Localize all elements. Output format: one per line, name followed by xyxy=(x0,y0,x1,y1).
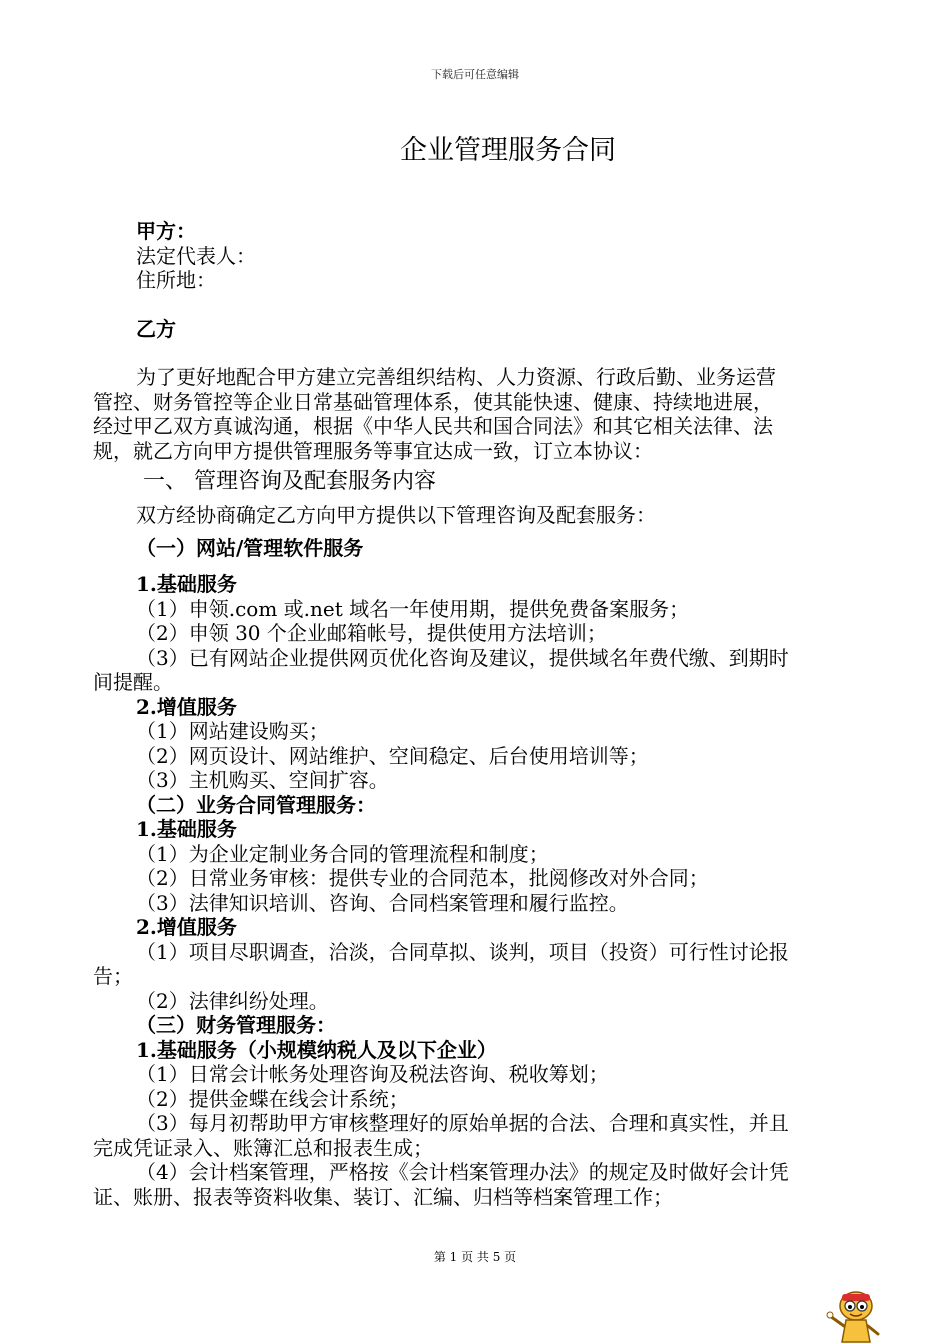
list-item: （1）网站建设购买； xyxy=(136,719,329,743)
list-item: （2）网页设计、网站维护、空间稳定、后台使用培训等； xyxy=(136,743,649,768)
list-item: （2）法律纠纷处理。 xyxy=(136,988,329,1013)
list-item: （2）申领 30 个企业邮箱帐号，提供使用方法培训； xyxy=(136,621,607,645)
party-a-rep: 法定代表人： xyxy=(136,243,256,268)
list-item: （2）提供金蝶在线会计系统； xyxy=(136,1086,409,1111)
service-label: 1.基础服务 xyxy=(136,817,237,841)
list-item: （4）会计档案管理，严格按《会计档案管理办法》的规定及时做好会计凭 xyxy=(136,1160,789,1184)
party-a-label: 甲方： xyxy=(136,219,196,243)
party-a-address: 住所地： xyxy=(136,268,216,292)
list-item: （3）主机购买、空间扩容。 xyxy=(136,768,389,792)
cartoon-mascot-icon xyxy=(826,1286,882,1344)
intro-line: 管控、财务管控等企业日常基础管理体系，使其能快速、健康、持续地进展， xyxy=(93,389,773,414)
document-body xyxy=(93,219,865,1209)
intro-line: 经过甲乙双方真诚沟通，根据《中华人民共和国合同法》和其它相关法律、法 xyxy=(93,414,773,438)
list-item: （1）申领.com 或.net 域名一年使用期，提供免费备案服务； xyxy=(136,596,690,621)
subsection-heading: （一）网站/管理软件服务 xyxy=(136,535,364,560)
section-heading: 一、 管理咨询及配套服务内容 xyxy=(143,469,436,494)
list-item: 间提醒。 xyxy=(93,670,173,694)
section-lead: 双方经协商确定乙方向甲方提供以下管理咨询及配套服务： xyxy=(136,503,656,527)
service-label: 2.增值服务 xyxy=(136,694,237,719)
service-label: 2.增值服务 xyxy=(136,915,237,939)
list-item: 完成凭证录入、账簿汇总和报表生成； xyxy=(93,1135,433,1160)
list-item: 告； xyxy=(93,964,133,988)
list-item: （1）日常会计帐务处理咨询及税法咨询、税收筹划； xyxy=(136,1062,609,1086)
subsection-heading: （二）业务合同管理服务： xyxy=(136,792,376,817)
page-header: 下载后可任意编辑 xyxy=(431,68,519,81)
party-b-label: 乙方 xyxy=(136,316,176,341)
intro-line: 为了更好地配合甲方建立完善组织结构、人力资源、行政后勤、业务运营 xyxy=(136,365,776,389)
subsection-heading: （三）财务管理服务： xyxy=(136,1013,336,1037)
service-label: 1.基础服务 xyxy=(136,572,237,596)
intro-line: 规，就乙方向甲方提供管理服务等事宜达成一致，订立本协议： xyxy=(93,438,653,463)
list-item: （3）法律知识培训、咨询、合同档案管理和履行监控。 xyxy=(136,890,629,915)
list-item: （2）日常业务审核：提供专业的合同范本，批阅修改对外合同； xyxy=(136,866,709,890)
document-title: 企业管理服务合同 xyxy=(400,135,616,166)
list-item: （1）为企业定制业务合同的管理流程和制度； xyxy=(136,841,549,866)
page-footer: 第 1 页 共 5 页 xyxy=(433,1250,517,1264)
list-item: 证、账册、报表等资料收集、装订、汇编、归档等档案管理工作； xyxy=(93,1184,673,1209)
service-label: 1.基础服务（小规模纳税人及以下企业） xyxy=(136,1037,497,1062)
list-item: （3）每月初帮助甲方审核整理好的原始单据的合法、合理和真实性，并且 xyxy=(136,1111,789,1135)
list-item: （1）项目尽职调查，洽淡，合同草拟、谈判，项目（投资）可行性讨论报 xyxy=(136,939,789,964)
list-item: （3）已有网站企业提供网页优化咨询及建议，提供域名年费代缴、到期时 xyxy=(136,645,789,670)
